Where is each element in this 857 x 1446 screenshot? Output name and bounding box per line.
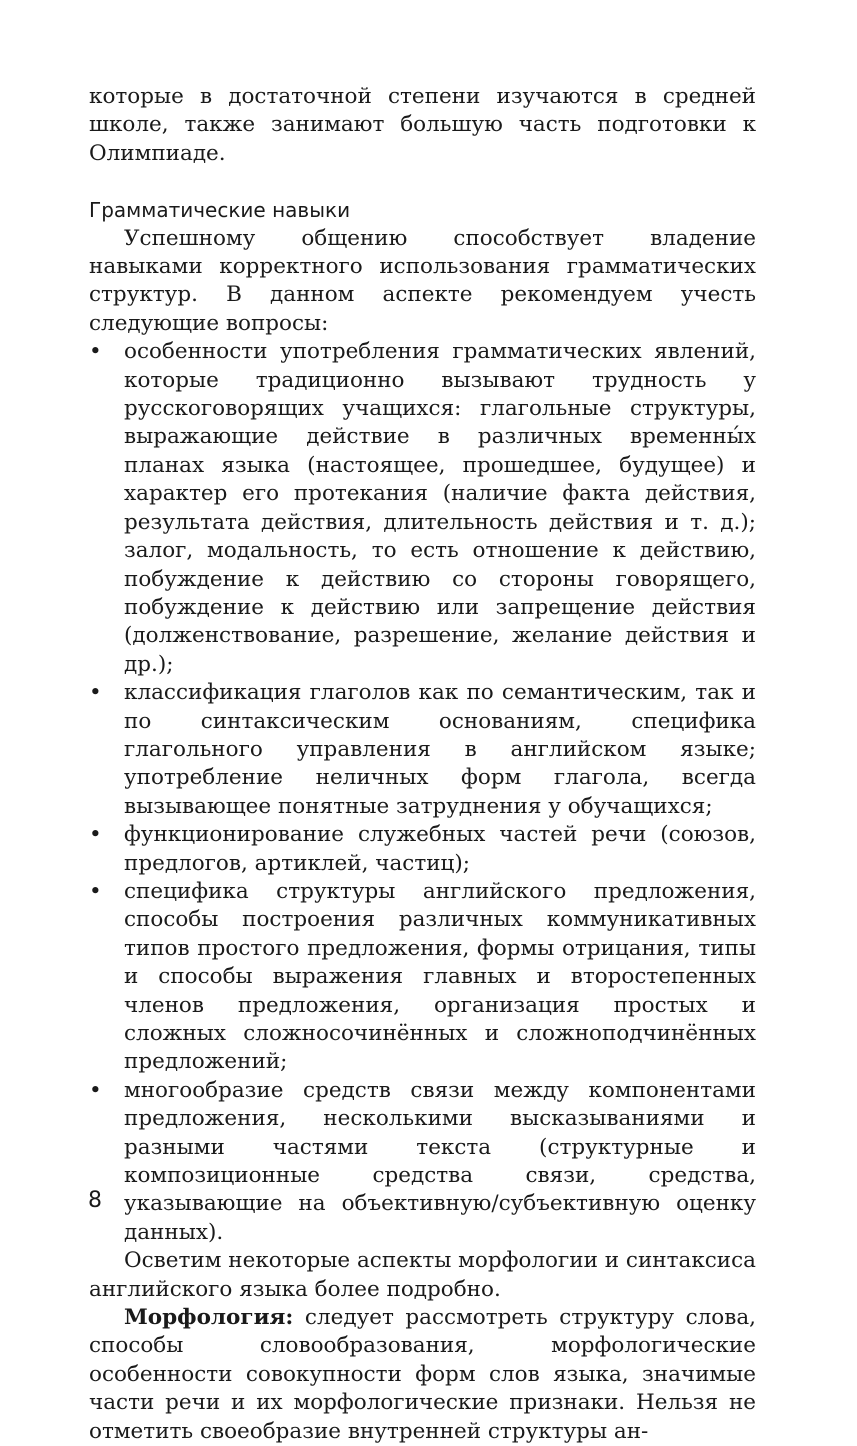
bullet-item-4: • специфика структуры английского предложения, способы построения различных коммуникативных типов простого предложения, формы отрицания, типы и способы выражения главных и второстепенных членов предложения, организация простых и сложных сложносочинённых и сложноподчинённых предложений; <box>89 878 756 1077</box>
lead-paragraph: Успешному общению способствует владение навыками корректного использования грамматических структур. В данном аспекте рекомендуем учесть следующие вопросы: <box>89 225 756 336</box>
bullet-item-2: • классификация глаголов как по семантическим, так и по синтаксическим основаниям, специфика глагольного управления в английском языке; употребление неличных форм глагола, всегда вызывающее понятные затруднения у обучащихся; <box>89 679 756 821</box>
section-heading: Грамматические навыки <box>89 198 351 223</box>
followup-paragraph: Осветим некоторые аспекты морфологии и синтаксиса английского языка более подробно. <box>89 1248 756 1302</box>
morphology-text: следует рассмотреть структуру слова, способы словообразования, морфологические особенности совокупности форм слов языка, значимые части речи и их морфологические признаки. Нельзя не отметить своеобразие внутренней структуры ан- <box>89 1305 756 1444</box>
intro-paragraph: которые в достаточной степени изучаются в средней школе, также занимают большую часть подготовки к Олимпиаде. <box>89 84 756 166</box>
morphology-label: Морфология: <box>124 1305 294 1331</box>
morphology-paragraph <box>89 1304 756 1446</box>
bullet-item-3: • функционирование служебных частей речи (союзов, предлогов, артиклей, частиц); <box>89 821 756 878</box>
page-body <box>89 83 756 1446</box>
page-number: 8 <box>88 1188 102 1213</box>
bullet-list <box>89 338 756 1247</box>
bullet-item-1: • особенности употребления грамматических явлений, которые традиционно вызывают трудность у русскоговорящих учащихся: глагольные структуры, выражающие действие в различных временны́х планах языка (настоящее, прошедшее, будущее) и характер его протекания (наличие факта действия, результата действия, длительность действия и т. д.); залог, модальность, то есть отношение к действию, побуждение к действию со стороны говорящего, побуждение к действию или запрещение действия (долженствование, разрешение, желание действия и др.); <box>89 338 756 679</box>
bullet-item-5: • многообразие средств связи между компонентами предложения, несколькими высказываниями и разными частями текста (структурные и композиционные средства связи, средства, указывающие на объективную/субъективную оценку данных). <box>89 1077 756 1247</box>
